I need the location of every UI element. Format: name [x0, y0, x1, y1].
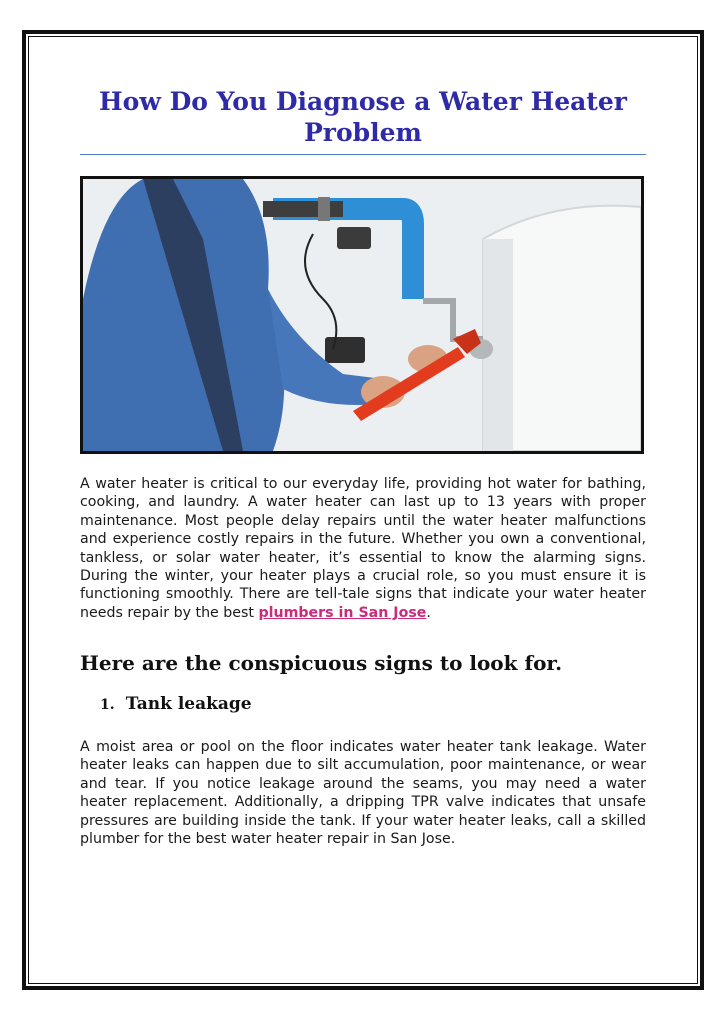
- water-heater-repair-photo: [80, 176, 644, 454]
- plumbers-in-san-jose-link[interactable]: plumbers in San Jose: [258, 604, 427, 621]
- title-underline: [80, 154, 646, 155]
- list-label: Tank leakage: [125, 694, 252, 714]
- list-item-tank-leakage: [100, 694, 252, 714]
- intro-paragraph: [80, 475, 646, 622]
- intro-text-end: .: [426, 604, 431, 621]
- list-number: 1.: [100, 697, 115, 713]
- tank-leakage-paragraph: A moist area or pool on the floor indicates water heater tank leakage. Water heater leaks can happen due to silt accumulation, poor maintenance, or wear and tear. If you notice leakage around the seams, you may need a water heater replacement. Additionally, a dripping TPR valve indicates that unsafe pressures are building inside the tank. If your water heater leaks, call a skilled plumber for the best water heater repair in San Jose.: [80, 739, 646, 848]
- document-title: How Do You Diagnose a Water Heater Problem: [99, 87, 627, 147]
- intro-text: A water heater is critical to our everyday life, providing hot water for bathing, cooking, and laundry. A water heater can last up to 13 years with proper maintenance. Most people delay repairs until the water heater malfunctions and experience costly repairs in the future. Whether you own a conventional, tankless, or solar water heater, it’s essential to know the alarming signs. During the winter, your heater plays a crucial role, so you must ensure it is functioning smoothly. There are tell-tale signs that indicate your water heater needs repair by the best: [80, 476, 646, 621]
- signs-subheading: Here are the conspicuous signs to look for.: [80, 651, 563, 675]
- photo-illustration: [83, 179, 641, 451]
